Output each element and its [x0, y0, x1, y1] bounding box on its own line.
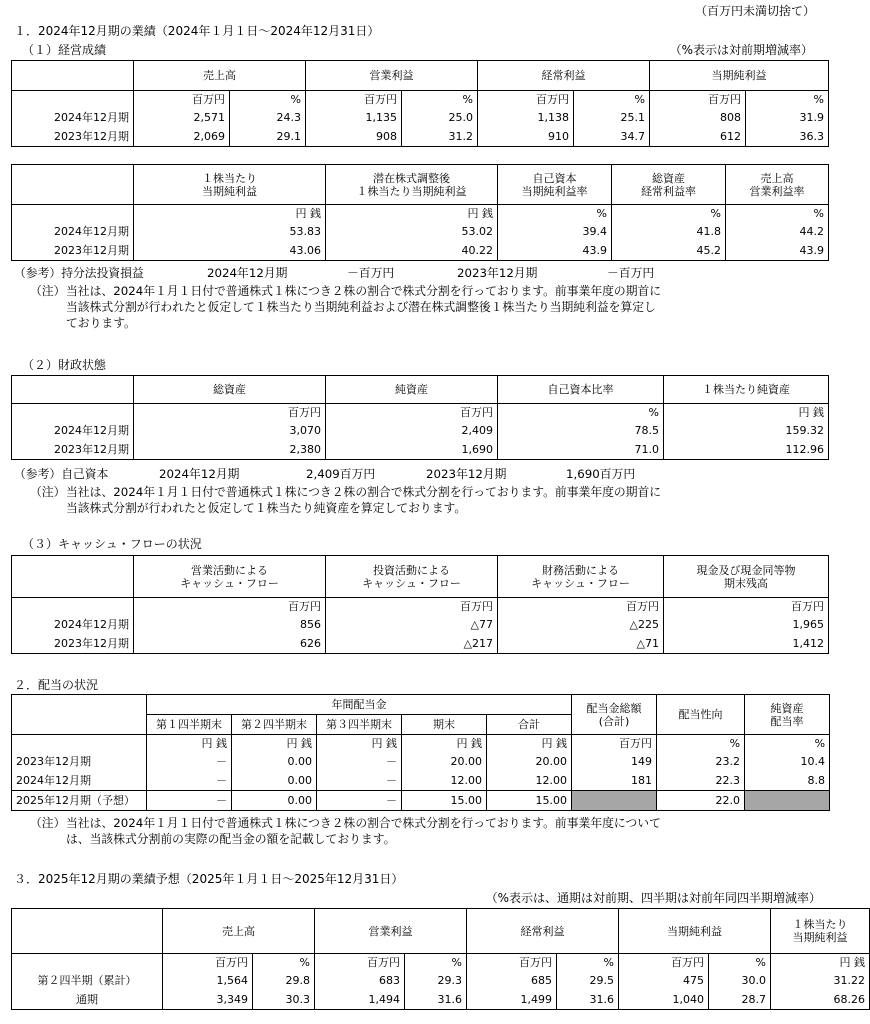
- value-cell: 78.5: [498, 422, 664, 440]
- reference-equity-method: （参考）持分法投資損益 2024年12月期 －百万円 2023年12月期 －百万円: [14, 266, 655, 280]
- financial-position-title: （２）財政状態: [22, 358, 107, 372]
- value-cell: 15.00: [487, 791, 572, 811]
- forecast-row-label: 2025年12月期（予想）: [12, 791, 147, 811]
- unit-cell: %: [498, 205, 612, 223]
- value-cell: △217: [326, 634, 498, 654]
- value-cell: 34.7: [574, 127, 650, 147]
- col-header: 投資活動による キャッシュ・フロー: [326, 556, 498, 598]
- value-cell: 808: [650, 109, 746, 127]
- forecast-percent-note: （%表示は、通期は対前期、四半期は対前年同四半期増減率）: [485, 891, 821, 905]
- value-cell: 45.2: [612, 241, 726, 261]
- note-label: （注）: [30, 485, 66, 499]
- unit-note: （百万円未満切捨て）: [694, 4, 815, 18]
- value-cell: 1,965: [664, 616, 829, 634]
- value-cell: 2,409: [326, 422, 498, 440]
- value-cell: 3,070: [134, 422, 326, 440]
- unit-cell: 百万円: [664, 598, 829, 616]
- value-cell: －: [317, 753, 402, 771]
- unit-cell: 円 銭: [402, 735, 487, 753]
- value-cell: 53.83: [134, 223, 326, 241]
- value-cell: 626: [134, 634, 326, 654]
- value-cell: 1,412: [664, 634, 829, 654]
- value-cell: 28.7: [709, 990, 771, 1010]
- unit-cell: 円 銭: [326, 205, 498, 223]
- unit-cell: %: [612, 205, 726, 223]
- unit-cell: %: [745, 735, 830, 753]
- value-cell: 1,135: [306, 109, 402, 127]
- value-cell: 3,349: [163, 990, 253, 1010]
- unit-cell: 百万円: [478, 91, 574, 109]
- col-header: 純資産 配当率: [745, 695, 830, 735]
- operating-results-table: [11, 60, 829, 147]
- col-header: 潜在株式調整後 １株当たり当期純利益: [326, 165, 498, 205]
- value-cell: 0.00: [232, 791, 317, 811]
- financial-position-table: [11, 375, 829, 460]
- value-cell: －: [147, 753, 232, 771]
- value-cell: 15.00: [402, 791, 487, 811]
- value-cell: 1,138: [478, 109, 574, 127]
- value-cell: 43.9: [726, 241, 829, 261]
- row-label: 2023年12月期: [12, 753, 147, 771]
- per-share-table: [11, 164, 829, 261]
- shaded-cell: [745, 791, 830, 811]
- unit-cell: 円 銭: [317, 735, 402, 753]
- dividend-table: [11, 694, 830, 811]
- value-cell: 22.3: [657, 771, 745, 791]
- value-cell: △71: [498, 634, 664, 654]
- unit-cell: 百万円: [163, 954, 253, 972]
- value-cell: △225: [498, 616, 664, 634]
- row-label: 2023年12月期: [12, 127, 134, 147]
- row-label: 2023年12月期: [12, 241, 134, 261]
- value-cell: 612: [650, 127, 746, 147]
- value-cell: 31.6: [405, 990, 467, 1010]
- unit-cell: 百万円: [650, 91, 746, 109]
- cash-flow-table: [11, 555, 829, 654]
- value-cell: 41.8: [612, 223, 726, 241]
- unit-cell: 百万円: [326, 598, 498, 616]
- section-2-title: ２．配当の状況: [14, 678, 99, 692]
- col-header: 営業利益: [306, 61, 478, 91]
- row-label: 2024年12月期: [12, 771, 147, 791]
- value-cell: 39.4: [498, 223, 612, 241]
- value-cell: 25.1: [574, 109, 650, 127]
- col-header: 純資産: [326, 376, 498, 404]
- value-cell: 149: [572, 753, 657, 771]
- value-cell: 12.00: [402, 771, 487, 791]
- unit-cell: 百万円: [134, 91, 230, 109]
- unit-cell: 円 銭: [134, 205, 326, 223]
- reference-equity: （参考）自己資本 2024年12月期 2,409百万円 2023年12月期 1,690百万円: [14, 467, 636, 481]
- value-cell: 25.0: [402, 109, 478, 127]
- col-header: 現金及び現金同等物 期末残高: [664, 556, 829, 598]
- col-header: 売上高: [134, 61, 306, 91]
- value-cell: 0.00: [232, 753, 317, 771]
- note-2-text: 当社は、2024年１月１日付で普通株式１株につき２株の割合で株式分割を行っております。前事業年度の期首に 当該株式分割が行われたと仮定して１株当たり純資産を算定しております。: [66, 485, 662, 515]
- value-cell: 20.00: [487, 753, 572, 771]
- value-cell: 43.9: [498, 241, 612, 261]
- cash-flow-title: （３）キャッシュ・フローの状況: [22, 537, 202, 551]
- value-cell: 2,380: [134, 440, 326, 460]
- unit-cell: 円 銭: [664, 404, 829, 422]
- col-header: 経常利益: [467, 909, 619, 954]
- row-label: 2024年12月期: [12, 422, 134, 440]
- row-label: 2024年12月期: [12, 223, 134, 241]
- value-cell: 31.2: [402, 127, 478, 147]
- value-cell: 908: [306, 127, 402, 147]
- value-cell: 0.00: [232, 771, 317, 791]
- row-label: 通期: [12, 990, 163, 1010]
- col-header: 配当金総額 (合計): [572, 695, 657, 735]
- value-cell: 1,040: [619, 990, 709, 1010]
- value-cell: 68.26: [771, 990, 870, 1010]
- col-header: 営業利益: [315, 909, 467, 954]
- col-header: 営業活動による キャッシュ・フロー: [134, 556, 326, 598]
- value-cell: 181: [572, 771, 657, 791]
- unit-cell: 百万円: [619, 954, 709, 972]
- value-cell: －: [147, 791, 232, 811]
- unit-cell: 百万円: [467, 954, 557, 972]
- col-header: １株当たり 当期純利益: [134, 165, 326, 205]
- annual-dividend-header: 年間配当金: [147, 695, 572, 715]
- unit-cell: 百万円: [306, 91, 402, 109]
- value-cell: 31.6: [557, 990, 619, 1010]
- corner-cell: [12, 61, 134, 91]
- col-header: 経常利益: [478, 61, 650, 91]
- unit-cell: %: [574, 91, 650, 109]
- unit-cell: 百万円: [134, 404, 326, 422]
- value-cell: 683: [315, 972, 405, 990]
- col-header: 期末: [402, 715, 487, 735]
- col-header: 第３四半期末: [317, 715, 402, 735]
- value-cell: 10.4: [745, 753, 830, 771]
- value-cell: 43.06: [134, 241, 326, 261]
- value-cell: 30.3: [253, 990, 315, 1010]
- unit-cell: 百万円: [134, 598, 326, 616]
- note-1-text: 当社は、2024年１月１日付で普通株式１株につき２株の割合で株式分割を行っております。前事業年度の期首に 当該株式分割が行われたと仮定して１株当たり当期純利益および潜在株式調整後１株当たり当期純利益を算定し ております。: [66, 284, 662, 330]
- unit-cell: %: [402, 91, 478, 109]
- unit-cell: 円 銭: [771, 954, 870, 972]
- value-cell: 40.22: [326, 241, 498, 261]
- col-header: 自己資本比率: [498, 376, 664, 404]
- value-cell: 856: [134, 616, 326, 634]
- value-cell: 31.22: [771, 972, 870, 990]
- unit-cell: %: [709, 954, 771, 972]
- value-cell: 475: [619, 972, 709, 990]
- value-cell: 29.8: [253, 972, 315, 990]
- row-label: 2024年12月期: [12, 616, 134, 634]
- unit-cell: 百万円: [572, 735, 657, 753]
- col-header: 総資産 経常利益率: [612, 165, 726, 205]
- value-cell: 1,499: [467, 990, 557, 1010]
- unit-cell: %: [657, 735, 745, 753]
- col-header: 売上高 営業利益率: [726, 165, 829, 205]
- col-header: 売上高: [163, 909, 315, 954]
- value-cell: 112.96: [664, 440, 829, 460]
- value-cell: 910: [478, 127, 574, 147]
- col-header: １株当たり純資産: [664, 376, 829, 404]
- unit-cell: 円 銭: [487, 735, 572, 753]
- value-cell: －: [147, 771, 232, 791]
- unit-cell: 百万円: [498, 598, 664, 616]
- col-header: 自己資本 当期純利益率: [498, 165, 612, 205]
- row-label: 2023年12月期: [12, 440, 134, 460]
- value-cell: 71.0: [498, 440, 664, 460]
- unit-cell: %: [253, 954, 315, 972]
- col-header: 第１四半期末: [147, 715, 232, 735]
- section-1-title: １．2024年12月期の業績（2024年１月１日～2024年12月31日）: [14, 24, 380, 38]
- col-header: １株当たり 当期純利益: [771, 909, 870, 954]
- note-label: （注）: [30, 284, 66, 298]
- value-cell: △77: [326, 616, 498, 634]
- note-label: （注）: [30, 816, 66, 830]
- value-cell: 685: [467, 972, 557, 990]
- value-cell: 30.0: [709, 972, 771, 990]
- value-cell: 29.1: [230, 127, 306, 147]
- row-label: 第２四半期（累計）: [12, 972, 163, 990]
- unit-cell: %: [498, 404, 664, 422]
- unit-cell: %: [405, 954, 467, 972]
- unit-cell: 百万円: [315, 954, 405, 972]
- forecast-table: [11, 908, 870, 1010]
- value-cell: －: [317, 791, 402, 811]
- value-cell: 20.00: [402, 753, 487, 771]
- value-cell: 31.9: [746, 109, 829, 127]
- value-cell: 23.2: [657, 753, 745, 771]
- col-header: 総資産: [134, 376, 326, 404]
- row-label: 2023年12月期: [12, 634, 134, 654]
- unit-cell: 円 銭: [147, 735, 232, 753]
- value-cell: 2,571: [134, 109, 230, 127]
- unit-cell: %: [230, 91, 306, 109]
- col-header: 当期純利益: [650, 61, 829, 91]
- unit-cell: %: [726, 205, 829, 223]
- unit-cell: 百万円: [326, 404, 498, 422]
- value-cell: 1,690: [326, 440, 498, 460]
- value-cell: 12.00: [487, 771, 572, 791]
- value-cell: 44.2: [726, 223, 829, 241]
- value-cell: 29.5: [557, 972, 619, 990]
- unit-cell: 円 銭: [232, 735, 317, 753]
- unit-cell: %: [746, 91, 829, 109]
- value-cell: 2,069: [134, 127, 230, 147]
- value-cell: 159.32: [664, 422, 829, 440]
- value-cell: 36.3: [746, 127, 829, 147]
- col-header: 第２四半期末: [232, 715, 317, 735]
- value-cell: －: [317, 771, 402, 791]
- shaded-cell: [572, 791, 657, 811]
- value-cell: 29.3: [405, 972, 467, 990]
- col-header: 配当性向: [657, 695, 745, 735]
- col-header: 当期純利益: [619, 909, 771, 954]
- value-cell: 1,564: [163, 972, 253, 990]
- col-header: 合計: [487, 715, 572, 735]
- section-3-title: ３．2025年12月期の業績予想（2025年１月１日～2025年12月31日）: [14, 872, 404, 886]
- value-cell: 24.3: [230, 109, 306, 127]
- value-cell: 53.02: [326, 223, 498, 241]
- operating-results-title: （１）経営成績: [22, 43, 107, 57]
- value-cell: 1,494: [315, 990, 405, 1010]
- col-header: 財務活動による キャッシュ・フロー: [498, 556, 664, 598]
- row-label: 2024年12月期: [12, 109, 134, 127]
- percent-note: （%表示は対前期増減率）: [669, 43, 813, 57]
- unit-cell: %: [557, 954, 619, 972]
- value-cell: 22.0: [657, 791, 745, 811]
- value-cell: 8.8: [745, 771, 830, 791]
- dividend-note-text: 当社は、2024年１月１日付で普通株式１株につき２株の割合で株式分割を行っております。前事業年度について は、当該株式分割前の実際の配当金の額を記載しております。: [66, 816, 661, 846]
